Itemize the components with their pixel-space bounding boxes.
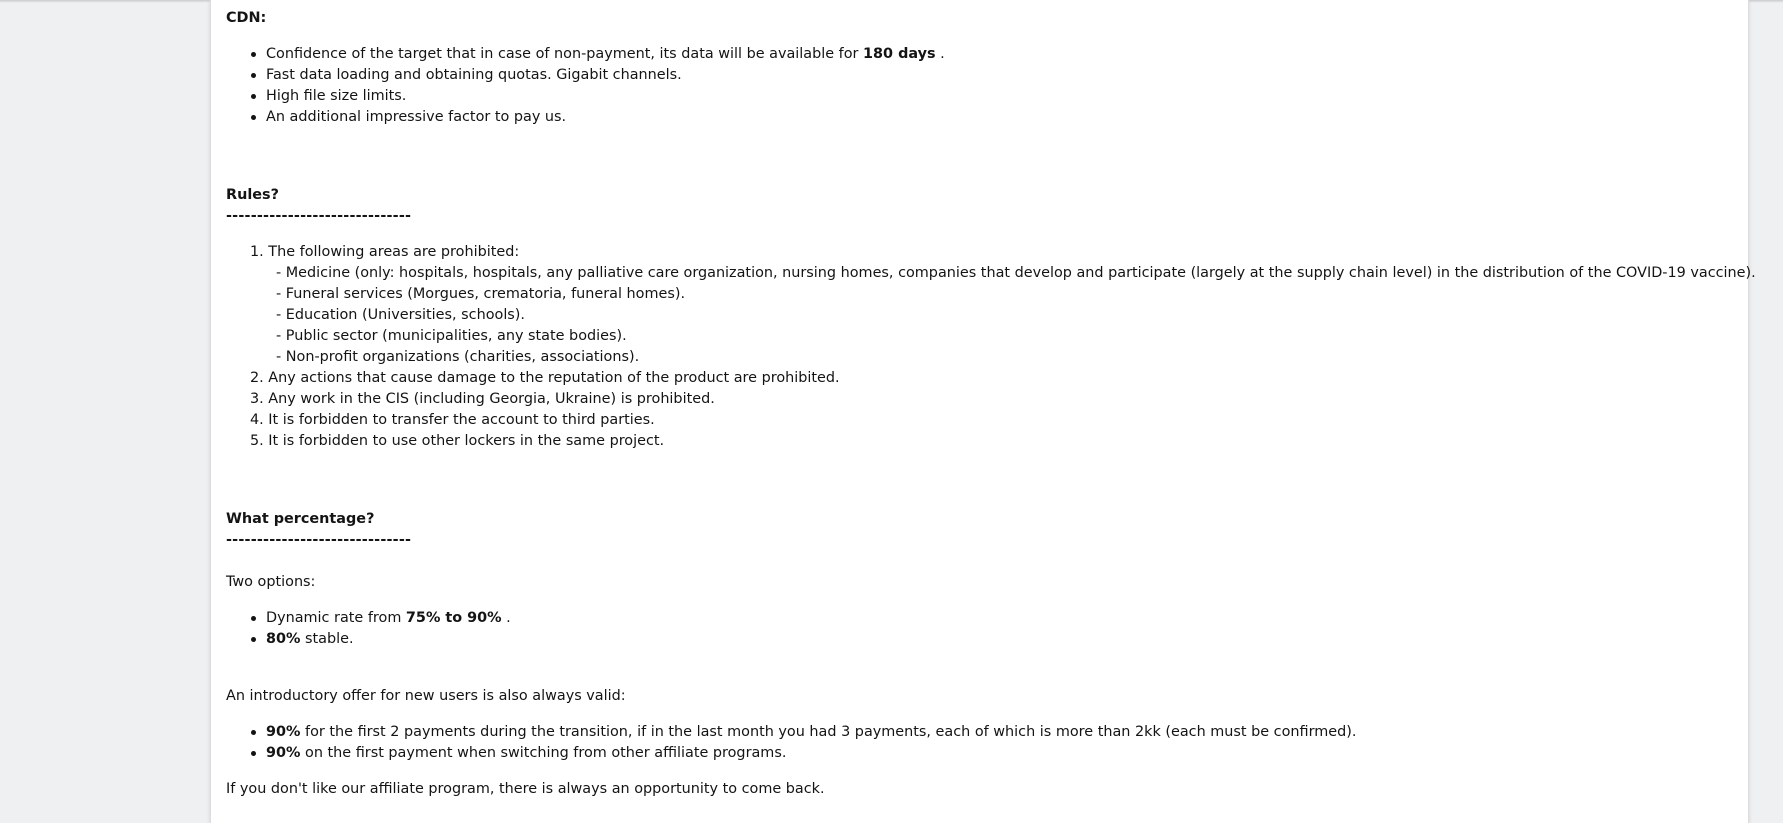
rules-item-2: 2. Any actions that cause damage to the reputation of the product are prohibited. — [250, 370, 840, 386]
percentage-intro: Two options: — [226, 574, 316, 590]
post-content-panel — [210, 0, 1756, 823]
bullet-dot — [251, 751, 256, 756]
cdn-item-1-post: . — [935, 46, 945, 62]
cdn-heading: CDN: — [226, 10, 267, 26]
rules-heading: Rules? — [226, 187, 279, 203]
rules-subitem-public-sector: - Public sector (municipalities, any state bodies). — [276, 328, 627, 344]
percentage-option-1 — [266, 608, 511, 629]
rules-item-3: 3. Any work in the CIS (including Georgia, Ukraine) is prohibited. — [250, 391, 715, 407]
rules-divider: ------------------------------ — [226, 208, 412, 224]
percentage-divider: ------------------------------ — [226, 532, 412, 548]
closing-note: If you don't like our affiliate program, there is always an opportunity to come back. — [226, 781, 825, 797]
percentage-heading: What percentage? — [226, 511, 375, 527]
offer-item-2 — [266, 743, 786, 764]
bullet-dot — [251, 637, 256, 642]
cdn-item-1-bold: 180 days — [863, 46, 936, 62]
option-2-bold: 80% — [266, 631, 301, 647]
cdn-item-1-text: Confidence of the target that in case of non-payment, its data will be available for — [266, 46, 864, 62]
offer-1-text: for the first 2 payments during the transition, if in the last month you had 3 payments, each of which is more than 2kk (each must be confirmed). — [300, 724, 1357, 740]
rules-subitem-funeral: - Funeral services (Morgues, crematoria, funeral homes). — [276, 286, 686, 302]
offer-2-text: on the first payment when switching from other affiliate programs. — [300, 745, 787, 761]
option-1-text: Dynamic rate from — [266, 610, 406, 626]
offer-item-1 — [266, 722, 1356, 743]
offer-1-bold: 90% — [266, 724, 301, 740]
rules-subitem-education: - Education (Universities, schools). — [276, 307, 525, 323]
percentage-option-2 — [266, 629, 354, 650]
bullet-dot — [251, 94, 256, 99]
offer-intro: An introductory offer for new users is also always valid: — [226, 688, 626, 704]
cdn-item-1 — [266, 44, 945, 65]
cdn-item-2: Fast data loading and obtaining quotas. Gigabit channels. — [266, 67, 682, 83]
option-1-post: . — [501, 610, 511, 626]
bullet-dot — [251, 52, 256, 57]
option-1-bold: 75% to 90% — [405, 610, 502, 626]
rules-item-5: 5. It is forbidden to use other lockers in the same project. — [250, 433, 665, 449]
bullet-dot — [251, 616, 256, 621]
bullet-dot — [251, 115, 256, 120]
cdn-item-3: High file size limits. — [266, 88, 407, 104]
bullet-dot — [251, 73, 256, 78]
offer-2-bold: 90% — [266, 745, 301, 761]
option-2-text: stable. — [300, 631, 354, 647]
rules-subitem-non-profit: - Non-profit organizations (charities, associations). — [276, 349, 640, 365]
rules-item-4: 4. It is forbidden to transfer the account to third parties. — [250, 412, 655, 428]
bullet-dot — [251, 730, 256, 735]
rules-subitem-medicine: - Medicine (only: hospitals, hospitals, any palliative care organization, nursing homes, companies that develop and participate (largely at the supply chain level) in the distribution of the COVID-19 vaccine). — [276, 265, 1756, 281]
cdn-item-4: An additional impressive factor to pay us. — [266, 109, 567, 125]
rules-item-1: 1. The following areas are prohibited: — [250, 244, 520, 260]
